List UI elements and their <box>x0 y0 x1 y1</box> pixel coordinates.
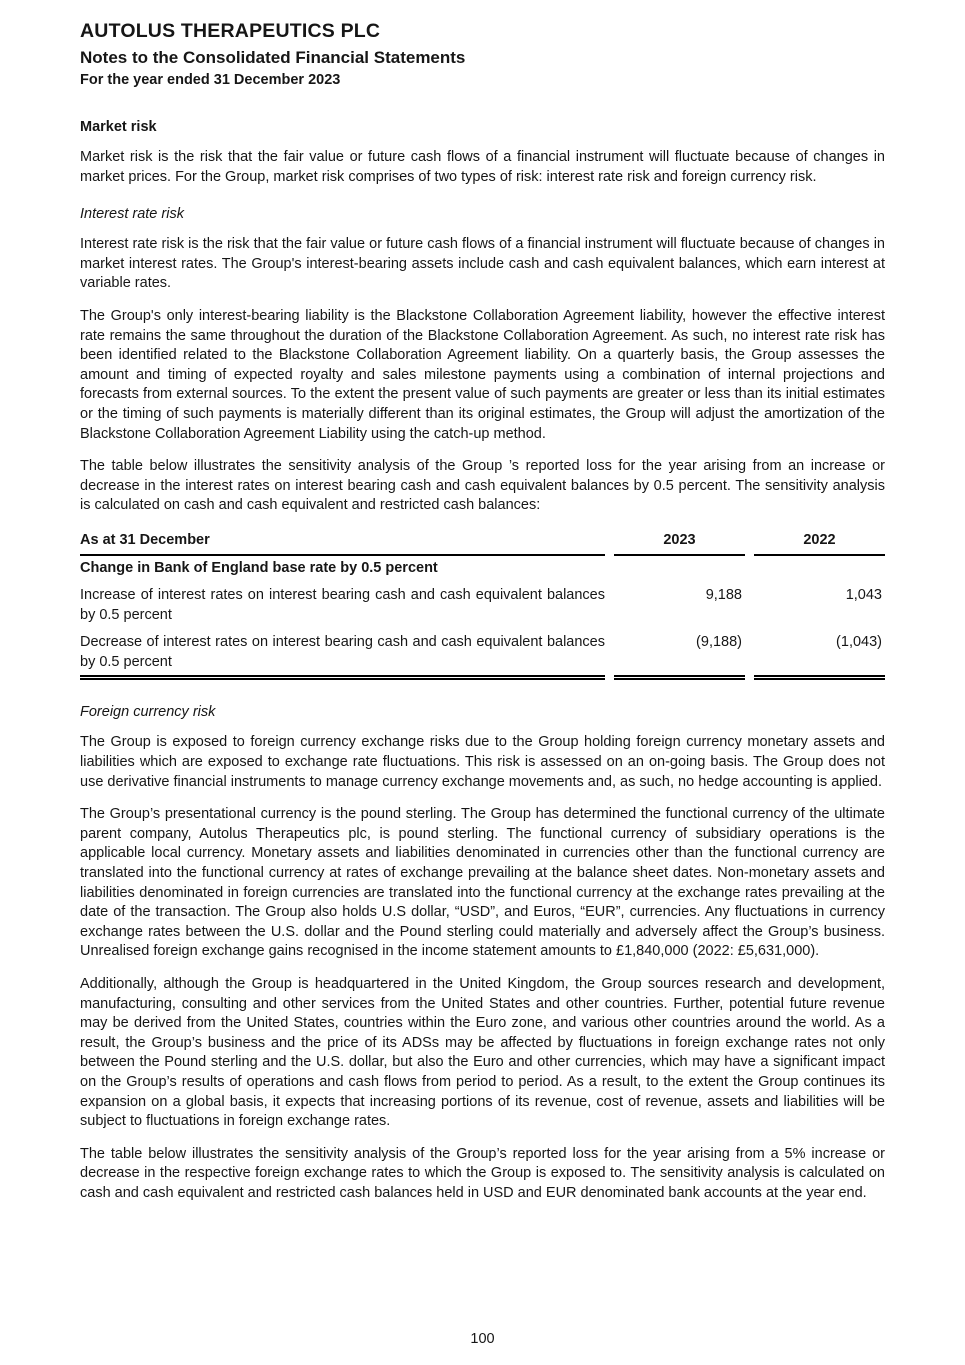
interest-rate-risk-paragraph-2: The Group's only interest-bearing liability is the Blackstone Collaboration Agreement liability, however the effective interest rate remains the same throughout the duration of the Blackstone Collaboration Agreement. As such, no interest rate risk has been identified related to the Blackstone Collaboration Agreement liability. On a quarterly basis, the Group assesses the amount and timing of expected royalty and sales milestone payments using a combination of internal projections and forecasts from external sources. To the extent the present value of such payments are greater or less than its initial estimates or the timing of such payments is materially different than its original estimates, the Group will adjust the amortization of the Blackstone Collaboration Agreement Liability using the catch-up method. <box>80 307 885 442</box>
doc-period: For the year ended 31 December 2023 <box>80 72 341 88</box>
heading-foreign-currency-risk: Foreign currency risk <box>80 704 216 721</box>
table-value-2022: 1,043 <box>845 587 882 604</box>
table-row-decrease <box>80 625 885 680</box>
table-header-label: As at 31 December <box>80 531 605 556</box>
table-row-label: Increase of interest rates on interest bearing cash and cash equivalent balances by 0.5 percent <box>80 587 605 623</box>
doc-title: Notes to the Consolidated Financial Statements <box>80 48 466 67</box>
interest-rate-risk-paragraph-3: The table below illustrates the sensitivity analysis of the Group ’s reported loss for the year arising from an increase or decrease in the interest rates on interest bearing cash and cash equivalent balances by 0.5 percent. The sensitivity analysis is calculated on cash and cash equivalent and restricted cash balances: <box>80 458 885 514</box>
doc-header <box>80 20 885 88</box>
foreign-currency-risk-paragraph-4: The table below illustrates the sensitivity analysis of the Group’s reported loss for the year arising from a 5% increase or decrease in the respective foreign exchange rates to which the Group is exposed to. The sensitivity analysis is calculated on cash and cash equivalent and restricted cash balances held in USD and EUR denominated bank accounts at the year end. <box>80 1145 885 1201</box>
page-number: 100 <box>470 1331 495 1347</box>
company-name: AUTOLUS THERAPEUTICS PLC <box>80 20 381 42</box>
heading-market-risk: Market risk <box>80 119 157 135</box>
market-risk-intro-paragraph: Market risk is the risk that the fair value or future cash flows of a financial instrument will fluctuate because of changes in market prices. For the Group, market risk comprises of two types of risk: interest rate risk and foreign currency risk. <box>80 149 885 185</box>
table-value-2023: (9,188) <box>614 625 745 680</box>
foreign-currency-risk-paragraph-2: The Group’s presentational currency is the pound sterling. The Group has determined the functional currency of the ultimate parent company, Autolus Therapeutics plc, is pound sterling. The functional currency of subsidiary operations is the applicable local currency. Monetary assets and liabilities denominated in currencies other than the functional currency are translated into the functional currency at rates of exchange prevailing at the balance sheet dates. Non-monetary assets and liabilities denominated in foreign currencies are translated into the functional currency at the exchange rates prevailing at the date of the transaction. The Group also holds U.S dollar, “USD”, and Euros, “EUR”, currencies. Any fluctuations in currency exchange rates between the U.S. dollar and the Pound sterling could materially and adversely affect the Group’s business. Unrealised foreign exchange gains recognised in the income statement amounts to £1,840,000 (2022: £5,631,000). <box>80 806 885 960</box>
interest-rate-risk-paragraph-1: Interest rate risk is the risk that the fair value or future cash flows of a financial instrument will fluctuate because of changes in market interest rates. The Group's interest-bearing assets include cash and cash equivalent balances, which earn interest at variable rates. <box>80 236 885 292</box>
page-footer <box>0 1331 965 1347</box>
table-header-row <box>80 531 885 556</box>
foreign-currency-risk-paragraph-1: The Group is exposed to foreign currency exchange risks due to the Group holding foreign currency monetary assets and liabilities which are exposed to exchange rate fluctuations. This risk is assessed on an on-going basis. The Group does not use derivative financial instruments to manage currency exchange movements and, as such, no hedge accounting is applied. <box>80 734 885 790</box>
table-value-2022: (1,043) <box>754 625 885 680</box>
heading-interest-rate-risk: Interest rate risk <box>80 206 184 223</box>
table-row-label: Decrease of interest rates on interest bearing cash and cash equivalent balances by 0.5 percent <box>80 625 605 680</box>
foreign-currency-risk-paragraph-3: Additionally, although the Group is headquartered in the United Kingdom, the Group sources research and development, manufacturing, consulting and other services from the United States and other countries. Further, potential future revenue may be derived from the United States, countries within the Euro zone, and various other countries around the world. As a result, the Group’s business and the price of its ADSs may be affected by fluctuations in foreign exchange rates not only between the Pound sterling and the U.S. dollar, but also the Euro and other currencies, which may have a significant impact on the Group’s results of operations and cash flows from period to period. As a result, to the extent the Group continues its expansion on a global basis, it expects that increasing portions of its revenue, cost of revenue, assets and liabilities will be subject to fluctuations in foreign exchange rates. <box>80 976 885 1130</box>
table-subheader-label: Change in Bank of England base rate by 0.5 percent <box>80 559 438 576</box>
table-header-2022: 2022 <box>754 531 885 556</box>
table-header-2023: 2023 <box>614 531 745 556</box>
table-row-increase <box>80 578 885 625</box>
table-value-2023: 9,188 <box>705 587 742 604</box>
doc-body <box>80 119 885 1204</box>
table-subheader-row <box>80 556 885 579</box>
interest-rate-sensitivity-table <box>80 531 885 681</box>
